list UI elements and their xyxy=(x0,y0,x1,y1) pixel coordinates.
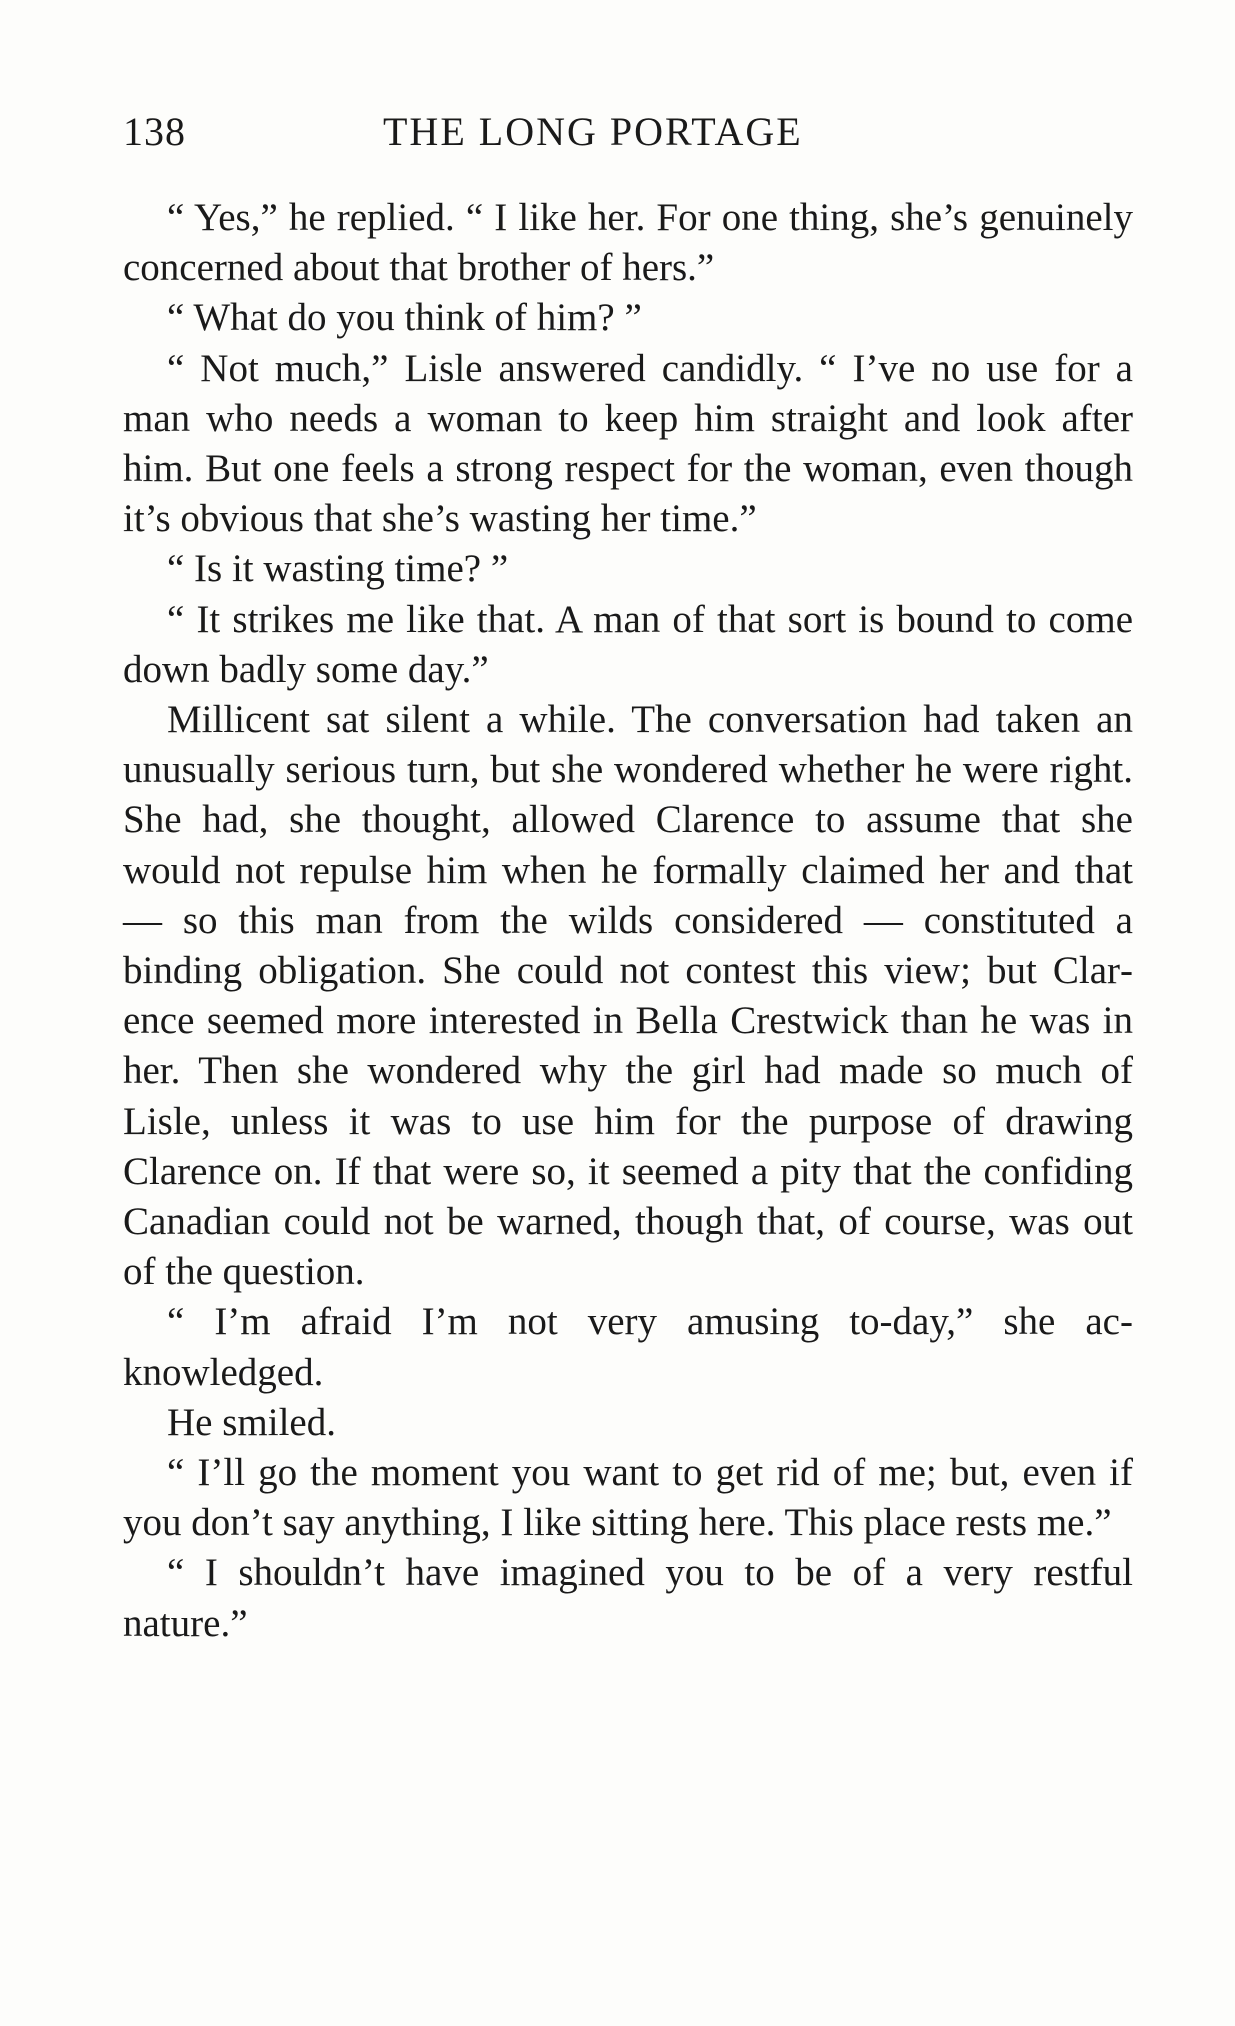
paragraph: “ Not much,” Lisle answered candidly. “ I’ve no use for a man who needs a woman to keep him straight and look after him. But one feels a strong respect for the woman, even though it’s obvious that she’s wasting her time.” xyxy=(123,346,1133,541)
paragraph: “ I’m afraid I’m not very amusing to-day,” she acknowledged. xyxy=(123,1300,1133,1394)
paragraph: “ Is it wasting time? ” xyxy=(167,547,509,591)
page-number: 138 xyxy=(123,109,186,154)
paragraph: “ It strikes me like that. A man of that sort is bound to come down badly some day.” xyxy=(123,597,1133,691)
paragraph: “ What do you think of him? ” xyxy=(167,296,642,340)
running-head xyxy=(123,104,1133,160)
paragraph: “ Yes,” he replied. “ I like her. For one thing, she’s genuinely concerned about that brother of hers.” xyxy=(123,196,1133,290)
body-text xyxy=(123,193,1133,1649)
paragraph: “ I shouldn’t have imagined you to be of a very restful nature.” xyxy=(123,1551,1133,1645)
paragraph: “ I’ll go the moment you want to get rid of me; but, even if you don’t say anything, I like sitting here. This place rests me.” xyxy=(123,1451,1133,1545)
paragraph: He smiled. xyxy=(167,1400,336,1444)
paragraph: Millicent sat silent a while. The conversation had taken an unusually serious turn, but she wondered whether he were right. She had, she thought, allowed Clarence to assume that she would not repulse him when he formally claimed her and that — so this man from the wilds considered — constituted a binding obligation. She could not contest this view; but Clarence seemed more interested in Bella Crestwick than he was in her. Then she wondered why the girl had made so much of Lisle, unless it was to use him for the purpose of drawing Clarence on. If that were so, it seemed a pity that the confiding Canadian could not be warned, though that, of course, was out of the question. xyxy=(123,698,1133,1294)
book-title: THE LONG PORTAGE xyxy=(383,109,803,154)
